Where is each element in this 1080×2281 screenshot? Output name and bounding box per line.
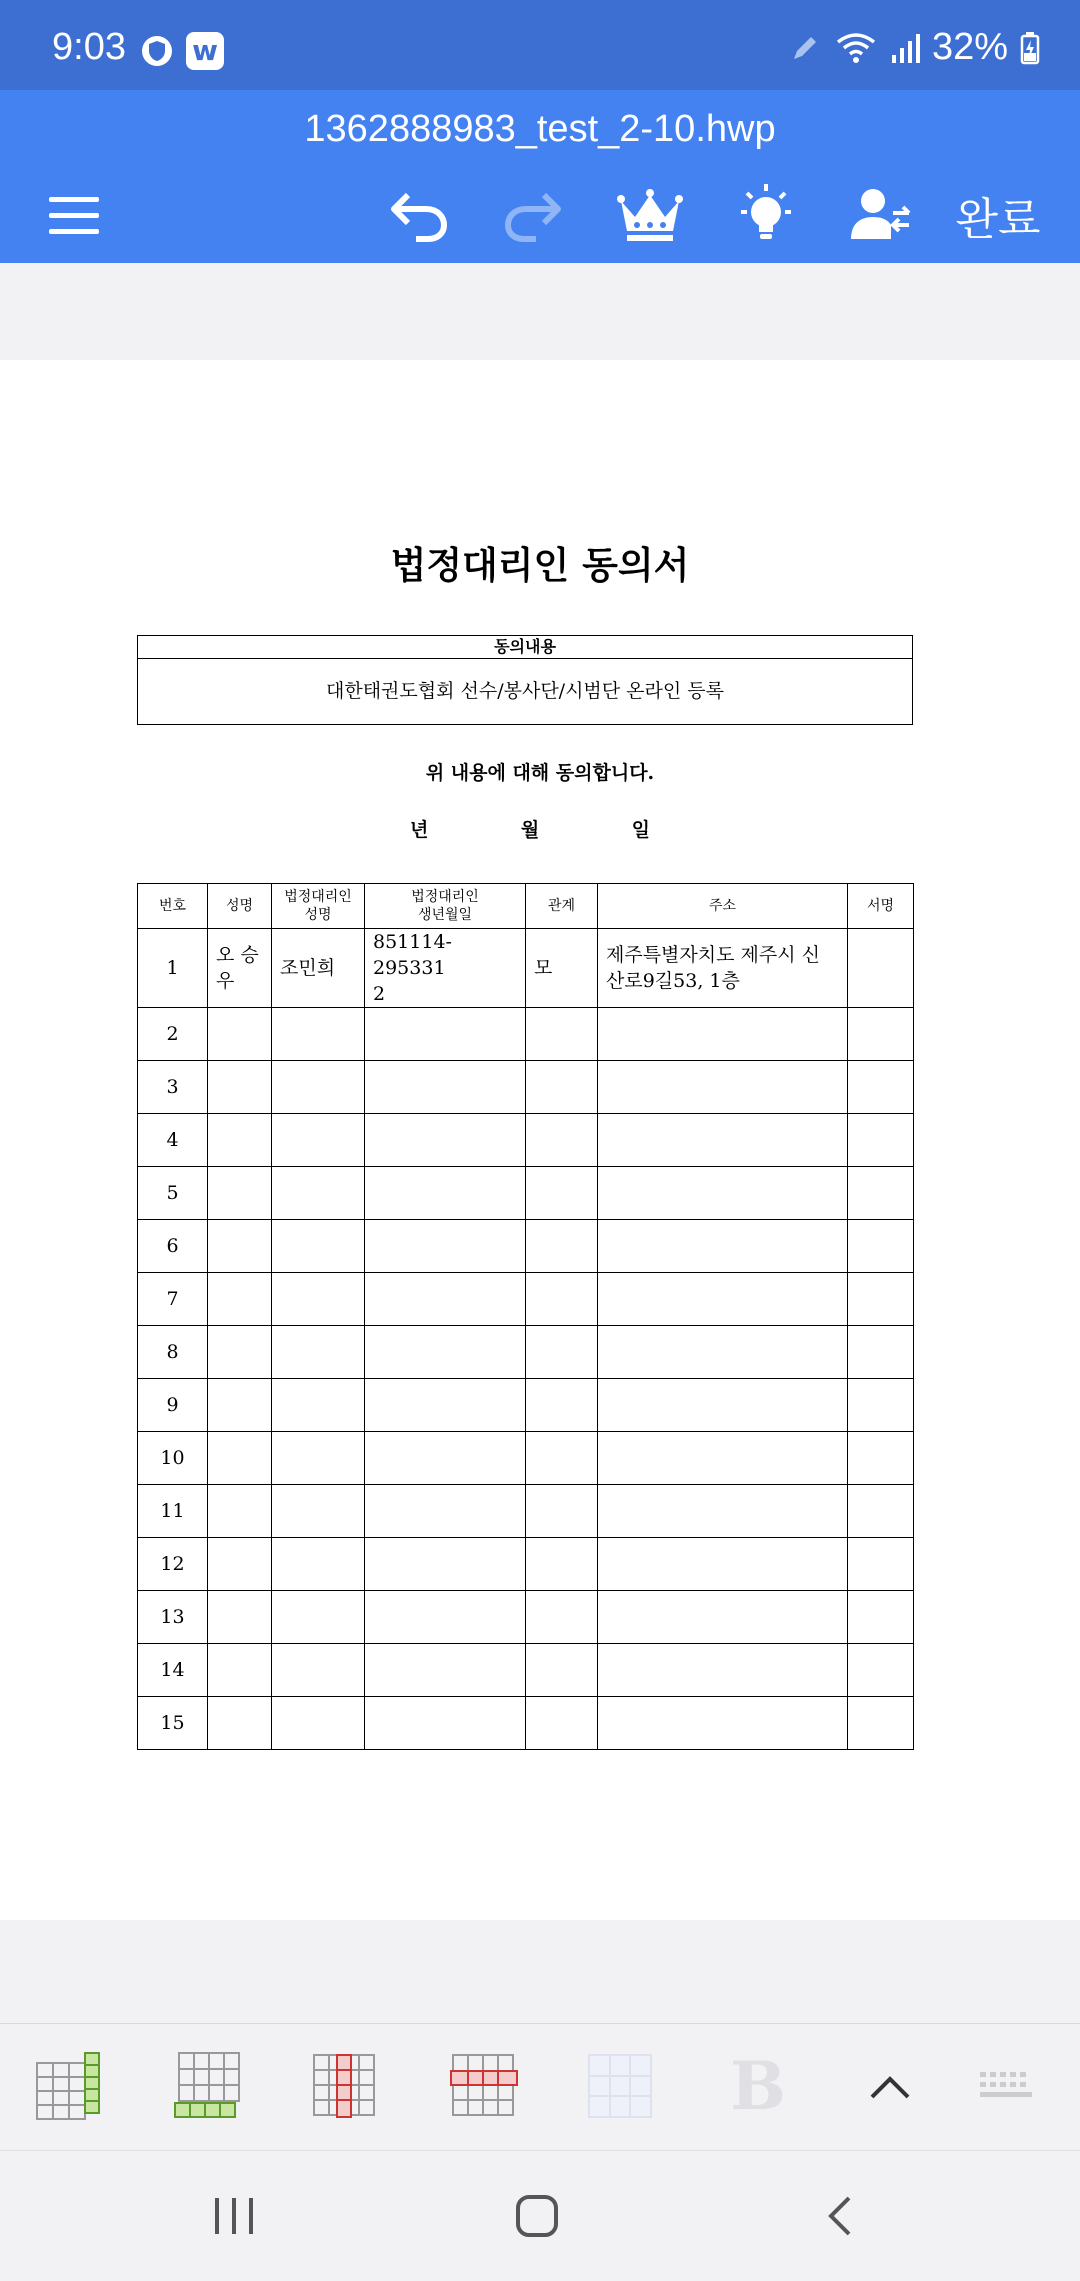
- bold-icon: B: [730, 2047, 786, 2125]
- cell-guardian-birth[interactable]: [365, 1114, 526, 1167]
- redo-icon: [502, 187, 562, 243]
- cell-signature[interactable]: [848, 1114, 914, 1167]
- cell-name[interactable]: [208, 1591, 272, 1644]
- cell-signature[interactable]: [848, 1273, 914, 1326]
- cell-guardian-name[interactable]: [272, 1432, 365, 1485]
- cell-relation[interactable]: [526, 1061, 598, 1114]
- cell-name[interactable]: 오 승 우: [208, 929, 272, 1008]
- document-page[interactable]: [0, 360, 1080, 1920]
- select-row-button[interactable]: [444, 2046, 524, 2126]
- pen-icon: [788, 31, 822, 65]
- consent-table[interactable]: [137, 635, 913, 725]
- table-insert-column-right-icon: [35, 2051, 105, 2121]
- cell-address[interactable]: [598, 1114, 848, 1167]
- cell-guardian-name[interactable]: [272, 1644, 365, 1697]
- cell-guardian-birth[interactable]: [365, 1644, 526, 1697]
- back-icon: [825, 2194, 855, 2238]
- header-guardian-name-line1: 법정대리인: [284, 889, 352, 905]
- insert-column-right-button[interactable]: [30, 2046, 110, 2126]
- keyboard-button[interactable]: [966, 2046, 1046, 2126]
- guardian-table[interactable]: [137, 883, 914, 1750]
- status-bar: [0, 0, 1080, 90]
- cell-address[interactable]: [598, 1273, 848, 1326]
- cell-no: 10: [138, 1432, 208, 1485]
- cell-relation[interactable]: [526, 1008, 598, 1061]
- cell-guardian-name[interactable]: [272, 1220, 365, 1273]
- consent-header: 동의내용: [138, 636, 912, 659]
- table-row: [138, 1379, 914, 1432]
- cell-guardian-birth[interactable]: [365, 1432, 526, 1485]
- cell-relation[interactable]: [526, 1432, 598, 1485]
- cell-no: 12: [138, 1538, 208, 1591]
- cell-guardian-birth[interactable]: [365, 1485, 526, 1538]
- cell-address[interactable]: 제주특별자치도 제주시 신 산로9길53, 1층: [598, 929, 848, 1008]
- signal-icon: [890, 31, 920, 65]
- table-select-column-icon: [310, 2051, 380, 2121]
- table-row: [138, 929, 914, 1008]
- cell-guardian-birth[interactable]: [365, 1008, 526, 1061]
- table-row: [138, 1220, 914, 1273]
- cell-no: 2: [138, 1008, 208, 1061]
- cell-address[interactable]: [598, 1379, 848, 1432]
- redo-button[interactable]: [496, 170, 568, 260]
- select-cell-button[interactable]: [580, 2046, 660, 2126]
- table-row: [138, 1485, 914, 1538]
- cell-guardian-birth[interactable]: [365, 1220, 526, 1273]
- date-year: 년: [410, 819, 429, 841]
- header-relation: 관계: [526, 884, 598, 929]
- cell-guardian-name[interactable]: [272, 1485, 365, 1538]
- document-heading: 법정대리인 동의서: [390, 543, 690, 587]
- table-select-row-icon: [449, 2051, 519, 2121]
- shield-icon: [140, 34, 174, 68]
- cell-address[interactable]: [598, 1538, 848, 1591]
- cell-address[interactable]: [598, 1167, 848, 1220]
- cell-name[interactable]: [208, 1379, 272, 1432]
- navigation-bar: [0, 2150, 1080, 2281]
- home-icon: [514, 2193, 560, 2239]
- bold-button[interactable]: [718, 2046, 798, 2126]
- date-line: [410, 815, 650, 842]
- cell-signature[interactable]: [848, 1220, 914, 1273]
- cell-guardian-birth[interactable]: [365, 1379, 526, 1432]
- cell-relation[interactable]: [526, 1273, 598, 1326]
- cell-guardian-birth[interactable]: [365, 1061, 526, 1114]
- cell-guardian-birth[interactable]: [365, 1591, 526, 1644]
- cell-no: 8: [138, 1326, 208, 1379]
- cell-relation[interactable]: [526, 1379, 598, 1432]
- header-signature: 서명: [848, 884, 914, 929]
- cell-guardian-name[interactable]: [272, 1326, 365, 1379]
- header-address: 주소: [598, 884, 848, 929]
- chevron-up-icon: [868, 2071, 912, 2101]
- cell-name[interactable]: [208, 1273, 272, 1326]
- wifi-icon: [834, 30, 878, 66]
- header-guardian-name: [272, 884, 365, 929]
- cell-relation[interactable]: [526, 1167, 598, 1220]
- cell-signature[interactable]: [848, 1379, 914, 1432]
- date-month: 월: [520, 819, 540, 841]
- bottom-toolbar: [0, 2023, 1080, 2149]
- cell-no: 7: [138, 1273, 208, 1326]
- cell-signature[interactable]: [848, 1591, 914, 1644]
- keyboard-icon: [978, 2070, 1034, 2102]
- cell-guardian-birth[interactable]: [365, 1273, 526, 1326]
- cell-signature[interactable]: [848, 1167, 914, 1220]
- cell-signature[interactable]: [848, 1061, 914, 1114]
- w-app-icon: w: [186, 32, 224, 70]
- cell-name[interactable]: [208, 1114, 272, 1167]
- cell-name[interactable]: [208, 1644, 272, 1697]
- date-day: 일: [631, 819, 650, 841]
- cell-name[interactable]: [208, 1061, 272, 1114]
- cell-address[interactable]: [598, 1591, 848, 1644]
- cell-name[interactable]: [208, 1326, 272, 1379]
- cell-guardian-name[interactable]: [272, 1167, 365, 1220]
- lightbulb-icon: [733, 182, 799, 248]
- document-title: 1362888983_test_2-10.hwp: [304, 108, 776, 150]
- cell-address[interactable]: [598, 1326, 848, 1379]
- insert-row-below-button[interactable]: [168, 2046, 248, 2126]
- cell-no: 9: [138, 1379, 208, 1432]
- cell-relation[interactable]: [526, 1326, 598, 1379]
- cell-signature[interactable]: [848, 1326, 914, 1379]
- cell-no: 6: [138, 1220, 208, 1273]
- table-insert-row-below-icon: [173, 2051, 243, 2121]
- header-guardian-birth: [365, 884, 526, 929]
- app-bar: [0, 90, 1080, 263]
- table-row: [138, 1538, 914, 1591]
- cell-address[interactable]: [598, 1697, 848, 1750]
- select-column-button[interactable]: [305, 2046, 385, 2126]
- table-select-cell-icon: [585, 2051, 655, 2121]
- table-row: [138, 1008, 914, 1061]
- menu-button[interactable]: [38, 170, 110, 260]
- cell-address[interactable]: [598, 1485, 848, 1538]
- cell-name[interactable]: [208, 1008, 272, 1061]
- table-row: [138, 1432, 914, 1485]
- header-name: 성명: [208, 884, 272, 929]
- status-time: 9:03: [52, 26, 126, 68]
- status-right-group: [788, 26, 1040, 69]
- consent-content: 대한태권도협회 선수/봉사단/시범단 온라인 등록: [325, 680, 724, 702]
- cell-guardian-name[interactable]: [272, 1273, 365, 1326]
- cell-address[interactable]: [598, 1644, 848, 1697]
- back-button[interactable]: [800, 2181, 880, 2251]
- cell-no: 13: [138, 1591, 208, 1644]
- cell-name[interactable]: [208, 1697, 272, 1750]
- cell-guardian-name[interactable]: [272, 1591, 365, 1644]
- recent-apps-icon: [213, 2196, 255, 2236]
- cell-guardian-birth[interactable]: [365, 1697, 526, 1750]
- cell-no: 1: [138, 929, 208, 1008]
- cell-no: 5: [138, 1167, 208, 1220]
- expand-toolbar-button[interactable]: [850, 2046, 930, 2126]
- table-row: [138, 1061, 914, 1114]
- cell-relation[interactable]: [526, 1114, 598, 1167]
- battery-percent: 32%: [931, 26, 1008, 68]
- cell-signature[interactable]: [848, 1432, 914, 1485]
- cell-signature[interactable]: [848, 1008, 914, 1061]
- table-row: [138, 1644, 914, 1697]
- cell-address[interactable]: [598, 1432, 848, 1485]
- cell-guardian-name[interactable]: [272, 1379, 365, 1432]
- cell-signature[interactable]: [848, 1538, 914, 1591]
- cell-address[interactable]: [598, 1061, 848, 1114]
- header-guardian-birth-line1: 법정대리인: [411, 889, 479, 905]
- cell-name[interactable]: [208, 1432, 272, 1485]
- table-header-row: [138, 884, 914, 929]
- cell-guardian-name[interactable]: 조민희: [272, 929, 365, 1008]
- cell-no: 14: [138, 1644, 208, 1697]
- cell-address[interactable]: [598, 1220, 848, 1273]
- cell-address[interactable]: [598, 1008, 848, 1061]
- cell-no: 3: [138, 1061, 208, 1114]
- cell-relation[interactable]: [526, 1538, 598, 1591]
- undo-button[interactable]: [384, 170, 456, 260]
- header-guardian-name-line2: 성명: [304, 907, 332, 923]
- cell-guardian-name[interactable]: [272, 1114, 365, 1167]
- table-row: [138, 1697, 914, 1750]
- cell-relation[interactable]: [526, 1644, 598, 1697]
- cell-relation[interactable]: [526, 1220, 598, 1273]
- cell-guardian-birth[interactable]: [365, 1167, 526, 1220]
- user-switch-icon: [851, 187, 913, 243]
- cell-guardian-name[interactable]: [272, 1538, 365, 1591]
- table-row: [138, 1326, 914, 1379]
- cell-no: 11: [138, 1485, 208, 1538]
- crown-icon: [617, 187, 683, 243]
- cell-name[interactable]: [208, 1538, 272, 1591]
- battery-icon: [1020, 31, 1040, 65]
- table-row: [138, 1167, 914, 1220]
- document-viewport[interactable]: [0, 263, 1080, 2023]
- undo-icon: [390, 187, 450, 243]
- cell-no: 4: [138, 1114, 208, 1167]
- cell-guardian-name[interactable]: [272, 1061, 365, 1114]
- cell-name[interactable]: [208, 1220, 272, 1273]
- table-row: [138, 1591, 914, 1644]
- table-row: [138, 1273, 914, 1326]
- table-row: [138, 1114, 914, 1167]
- cell-relation[interactable]: [526, 1485, 598, 1538]
- cell-signature[interactable]: [848, 1697, 914, 1750]
- cell-no: 15: [138, 1697, 208, 1750]
- home-button[interactable]: [497, 2181, 577, 2251]
- cell-guardian-birth[interactable]: [365, 1538, 526, 1591]
- cell-name[interactable]: [208, 1167, 272, 1220]
- menu-icon: [49, 195, 99, 235]
- done-button[interactable]: 완료: [955, 195, 1041, 244]
- tips-button[interactable]: [728, 170, 804, 260]
- cell-guardian-name[interactable]: [272, 1697, 365, 1750]
- agreement-statement: 위 내용에 대해 동의합니다.: [425, 762, 655, 784]
- cell-signature[interactable]: [848, 929, 914, 1008]
- cell-relation[interactable]: [526, 1697, 598, 1750]
- cell-guardian-birth[interactable]: 851114-295331 2: [365, 929, 526, 1008]
- premium-button[interactable]: [612, 170, 688, 260]
- cell-relation[interactable]: 모: [526, 929, 598, 1008]
- header-guardian-birth-line2: 생년월일: [417, 907, 473, 923]
- cell-guardian-birth[interactable]: [365, 1326, 526, 1379]
- cell-signature[interactable]: [848, 1485, 914, 1538]
- cell-guardian-name[interactable]: [272, 1008, 365, 1061]
- table-body: [138, 929, 914, 1750]
- cell-signature[interactable]: [848, 1644, 914, 1697]
- share-user-button[interactable]: [846, 170, 918, 260]
- recent-apps-button[interactable]: [194, 2181, 274, 2251]
- cell-relation[interactable]: [526, 1591, 598, 1644]
- header-no: 번호: [138, 884, 208, 929]
- cell-name[interactable]: [208, 1485, 272, 1538]
